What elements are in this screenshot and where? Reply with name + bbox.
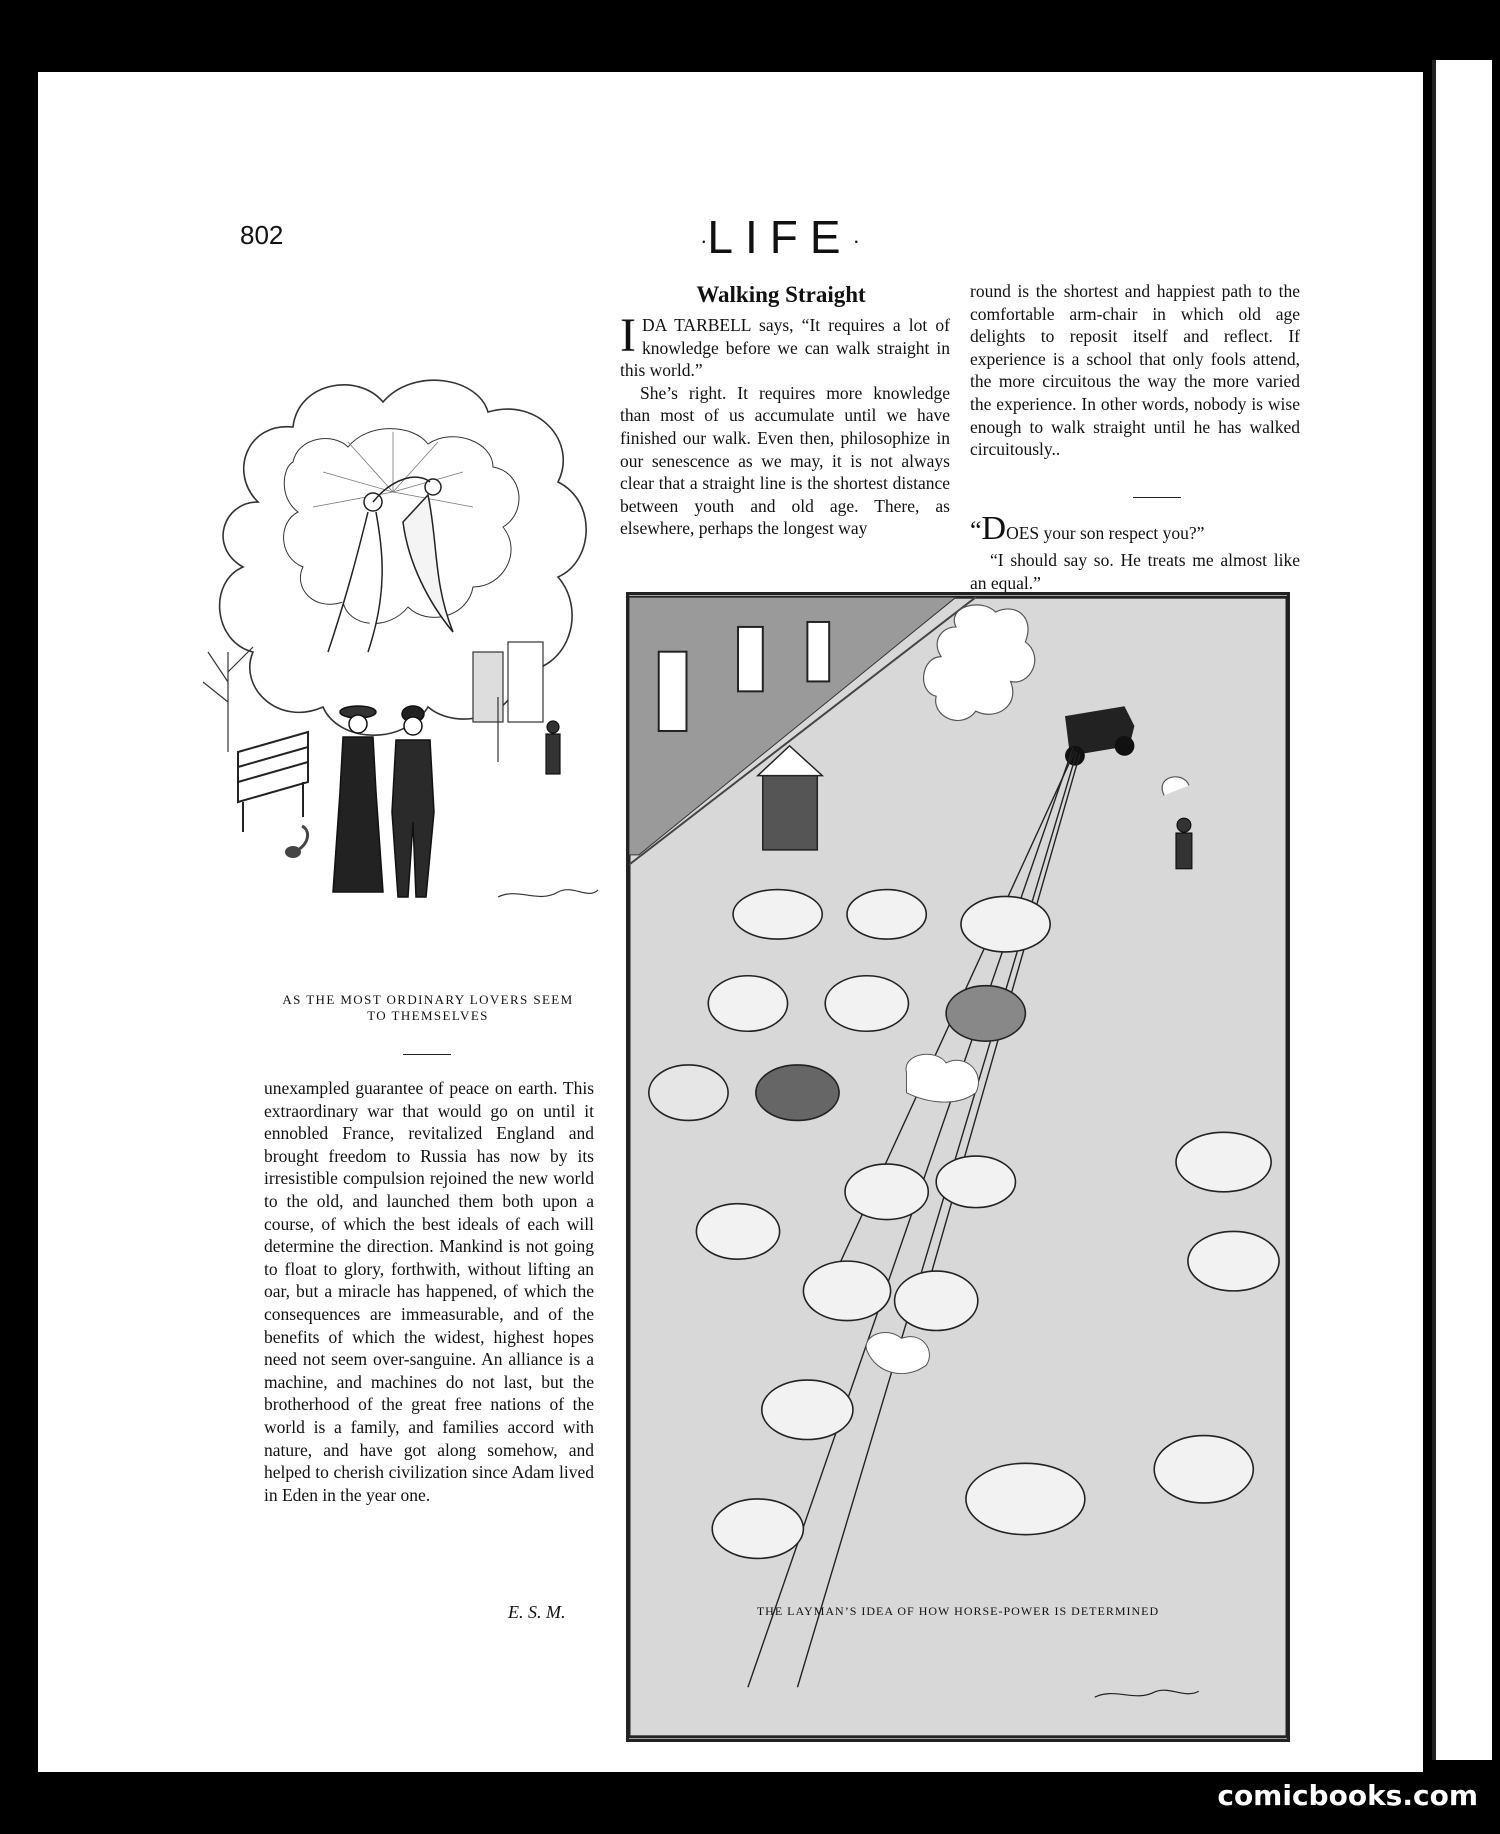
- article-paragraph-1: [620, 309, 950, 382]
- left-column-paragraph: unexampled guarantee of peace on earth. This extraordinary war that would go on until it ennobled France, revitalized England and brought freedom to Russia has now by its irresistible compulsion rejoined the new world to the old, and launched them both upon a course, of which the best ideals of each will determine the direction. Mankind is not going to float to glory, forthwith, without lifting an oar, but a miracle has happened, of which the consequences are immeasurable, and of the benefits of which the widest, highest hopes need not seem over-sanguine. An alliance is a machine, and machines do not last, but the brotherhood of the great free nations of the world is a family, and families accord with nature, and have got along somehow, and helped to cherish civilization since Adam lived in Eden in the year one.: [264, 1078, 594, 1505]
- left-column-text: [264, 1077, 594, 1506]
- article-column-2: [970, 280, 1300, 461]
- adjacent-page-edge: [1432, 60, 1492, 1760]
- site-watermark: comicbooks.com: [1217, 1779, 1478, 1812]
- article-column-1: [620, 309, 950, 540]
- squirrel: [285, 826, 308, 858]
- magazine-page: [38, 72, 1423, 1772]
- page-number: 802: [240, 220, 284, 250]
- article-paragraph-1-text: DA TARBELL says, “It requires a lot of knowledge before we can walk straight in this world.”: [620, 315, 950, 381]
- left-divider: [403, 1054, 451, 1055]
- masthead: [650, 210, 910, 264]
- article-paragraph-2-continued: round is the shortest and happiest path to the comfortable arm-chair in which old age delights to reposit itself and reflect. If experience is a school that only fools attend, the more circuitous the way the more varied the experience. In other words, nobody is wise enough to walk straight until he has walked circuitously..: [970, 281, 1300, 460]
- article-paragraph-2: She’s right. It requires more knowledge than most of us accumulate until we have finished our walk. Even then, philosophize in our senescence as we may, it is not always clear that a straight line is the shortest distance between youth and old age. There, as elsewhere, perhaps the longest way: [620, 382, 950, 539]
- article-divider: [1133, 497, 1181, 498]
- lovers-caption: [228, 992, 628, 1024]
- joke-open-quote: “: [970, 516, 982, 545]
- joke-text: [970, 509, 1300, 594]
- article-title: Walking Straight: [696, 282, 866, 307]
- joke-line2: “I should say so. He treats me almost like an equal.”: [970, 550, 1300, 593]
- joke-line1: OES your son respect you?”: [1006, 523, 1205, 543]
- masthead-dot-right: ·: [852, 227, 860, 253]
- artist-signature: [498, 890, 598, 897]
- horsepower-cartoon: [626, 592, 1290, 1742]
- article-dropcap: I: [620, 309, 636, 362]
- policeman-figure: [546, 721, 560, 774]
- bench: [238, 732, 308, 832]
- masthead-title: LIFE: [707, 211, 853, 263]
- joke-dropcap: D: [981, 510, 1007, 547]
- cartoon-caption: THE LAYMAN’S IDEA OF HOW HORSE-POWER IS DETERMINED: [756, 1604, 1160, 1618]
- joke-paragraph: [970, 509, 1300, 549]
- signature: E. S. M.: [508, 1602, 566, 1622]
- lovers-caption-line1: AS THE MOST ORDINARY LOVERS SEEM: [282, 992, 574, 1007]
- man-figure: [392, 706, 434, 897]
- lovers-illustration: [198, 352, 618, 1042]
- lovers-caption-line2: TO THEMSELVES: [367, 1008, 489, 1023]
- masthead-dot-left: ·: [700, 227, 708, 253]
